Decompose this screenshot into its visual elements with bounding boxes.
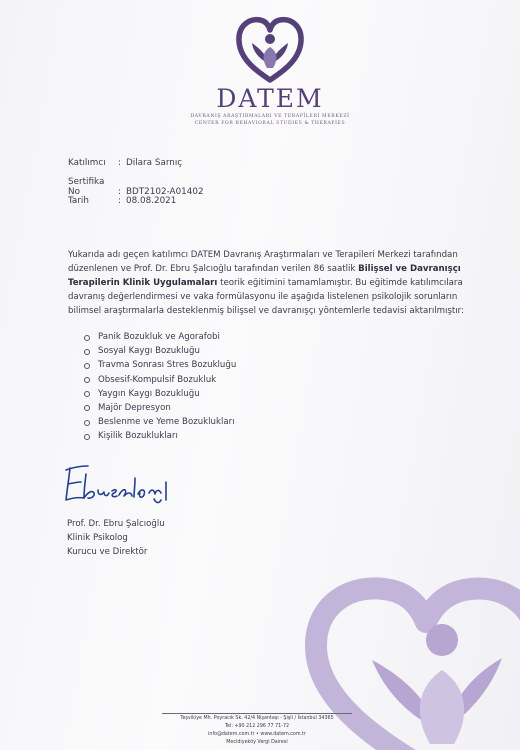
topic-item <box>84 358 236 372</box>
footer-contact: info@datem.com.tr • www.datem.com.tr <box>208 732 306 737</box>
bullet-circle-icon <box>84 391 90 397</box>
bullet-circle-icon <box>84 349 90 355</box>
signer-title: Klinik Psikolog <box>67 533 128 543</box>
participant-row: Katılımcı : Dilara Sarnıç <box>68 158 183 168</box>
footer-address: Teşvikiye Mh. Poyracık Sk. 42/4 Nişantaşı - Şişli / İstanbul 34365 <box>180 716 334 721</box>
watermark-logo-icon <box>302 562 520 750</box>
topic-label: Sosyal Kaygı Bozukluğu <box>98 346 200 357</box>
participant-value: Dilara Sarnıç <box>126 158 183 168</box>
topic-item <box>84 387 236 401</box>
topic-list <box>84 330 236 444</box>
topic-label: Panik Bozukluk ve Agorafobi <box>98 332 220 342</box>
topic-label: Kişilik Bozuklukları <box>98 431 178 442</box>
footer-divider <box>162 713 352 714</box>
brand-name: DATEM <box>216 84 324 113</box>
topic-item <box>84 344 236 358</box>
topic-label: Obsesif-Kompulsif Bozukluk <box>98 374 217 385</box>
bullet-circle-icon <box>84 405 90 411</box>
signer-role: Kurucu ve Direktör <box>67 547 148 557</box>
topic-label: Beslenme ve Yeme Bozuklukları <box>98 417 235 428</box>
date-row: Tarih : 08.08.2021 <box>68 196 177 206</box>
topic-item <box>84 401 236 415</box>
topic-item <box>84 429 236 443</box>
bullet-circle-icon <box>84 377 90 383</box>
topic-item <box>84 330 236 344</box>
certificate-body <box>68 248 474 318</box>
date-value: 08.08.2021 <box>126 196 177 206</box>
certificate-label: Sertifika No <box>68 177 105 197</box>
bullet-circle-icon <box>84 335 90 341</box>
participant-label: Katılımcı <box>68 158 106 168</box>
certificate-value: BDT2102-A01402 <box>126 187 204 197</box>
footer-tax-office: Mecidiyeköy Vergi Dairesi <box>226 740 288 745</box>
handwritten-signature <box>58 458 188 516</box>
date-label: Tarih <box>68 196 89 206</box>
bullet-circle-icon <box>84 434 90 440</box>
datem-logo-icon <box>234 14 306 84</box>
body-part-1: Yukarıda adı geçen katılımcı DATEM Davranış Araştırmaları ve Terapileri Merkezi tarafından düzenlenen ve Prof. Dr. Ebru Şalcıoğlu tarafından verilen 86 saatlik <box>68 250 458 274</box>
topic-label: Yaygın Kaygı Bozukluğu <box>98 388 200 399</box>
topic-item <box>84 373 236 387</box>
bullet-circle-icon <box>84 363 90 369</box>
brand-subtitle-en: CENTER FOR BEHAVIORAL STUDIES & THERAPIES <box>194 121 346 126</box>
body-bold-course: Bilişsel ve Davranışçı Terapilerin Klinik Uygulamaları <box>68 264 461 288</box>
certificate-row: Sertifika No : BDT2102-A01402 <box>68 177 204 197</box>
footer-phone: Tel: +90 212 296 77 71-72 <box>224 724 290 729</box>
topic-label: Travma Sonrası Stres Bozukluğu <box>98 360 237 371</box>
signer-name: Prof. Dr. Ebru Şalcıoğlu <box>67 519 165 529</box>
topic-item <box>84 415 236 429</box>
body-part-2: teorik eğitimini tamamlamıştır. Bu eğitimde katılımcılara davranış değerlendirmesi ve vaka formülasyonu ile aşağıda listelenen psikolojik sorunların bilimsel araştırmalarla desteklenmiş bilişsel ve davranışçı yöntemlerle tedavisi aktarılmıştır: <box>68 278 464 316</box>
bullet-circle-icon <box>84 420 90 426</box>
brand-subtitle-tr: DAVRANIŞ ARAŞTIRMALARI VE TERAPİLERİ MERKEZİ <box>190 114 350 119</box>
topic-label: Majör Depresyon <box>98 402 171 413</box>
